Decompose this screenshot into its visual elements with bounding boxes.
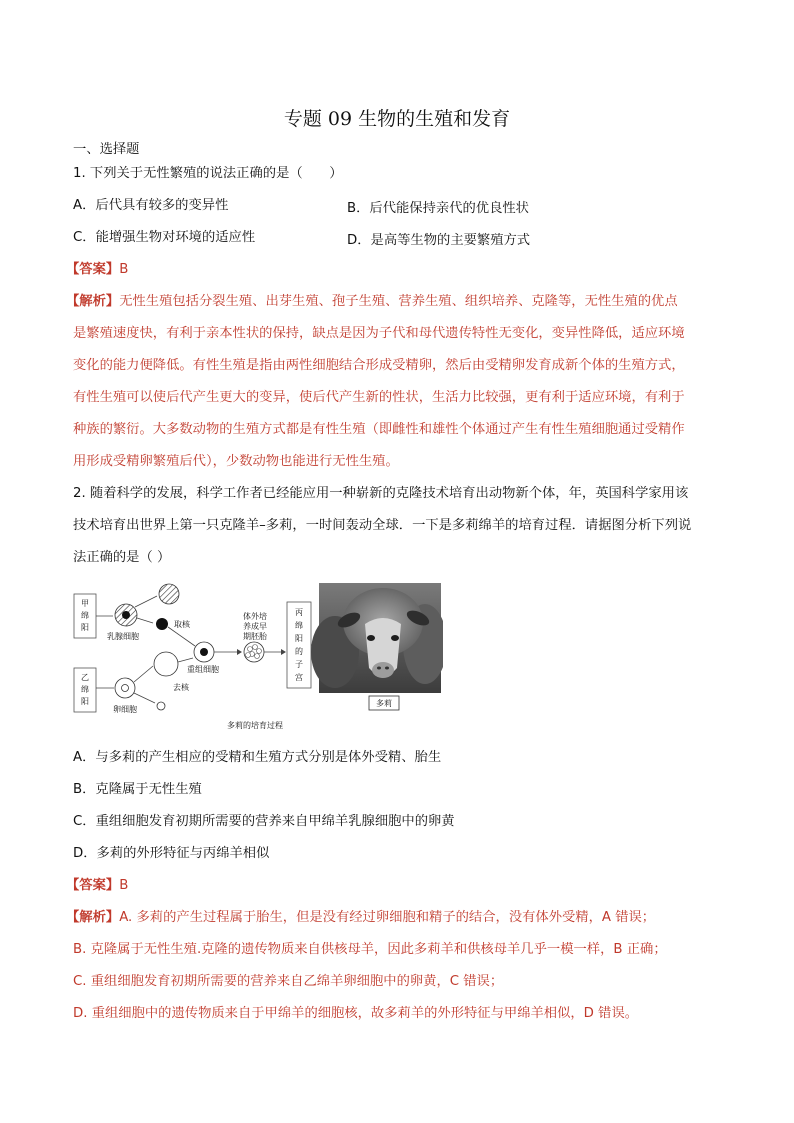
svg-text:绵: 绵 <box>81 685 89 694</box>
q1-stem: 1. 下列关于无性繁殖的说法正确的是（ ） <box>73 166 343 181</box>
answer-value: B <box>119 878 129 893</box>
uterus-label: 丙 <box>295 608 303 617</box>
q1-analysis-line: 【解析】无性生殖包括分裂生殖、出芽生殖、孢子生殖、营养生殖、组织培养、克隆等，无性生殖的优点 <box>66 294 678 309</box>
q2-stem-line: 2. 随着科学的发展，科学工作者已经能应用一种崭新的克隆技术培育出动物新个体，年，英国科学家用该 <box>73 486 689 501</box>
enucleated-egg-icon <box>154 652 178 676</box>
svg-text:绵: 绵 <box>81 611 89 620</box>
svg-text:的: 的 <box>295 647 303 656</box>
culture-label: 体外培 <box>243 612 267 621</box>
q1-analysis-line: 是繁殖速度快，有利于亲本性状的保持，缺点是因为子代和母代遗传特性无变化，变异性降低，适应环境 <box>73 326 685 341</box>
answer-tag: 【答案】 <box>66 262 120 277</box>
photo-label: 多莉 <box>376 699 392 708</box>
q2-analysis-line: C. 重组细胞发育初期所需要的营养来自乙绵羊卵细胞中的卵黄，C 错误； <box>73 974 504 989</box>
sheep-a-label: 甲 <box>81 599 89 608</box>
q2-stem-line: 技术培育出世界上第一只克隆羊–多莉，一时间轰动全球．一下是多莉绵羊的培育过程．请据图分析下列说 <box>73 518 692 533</box>
sheep-b-label: 乙 <box>81 673 89 682</box>
q1-analysis-line: 种族的繁衍。大多数动物的生殖方式都是有性生殖（即雌性和雄性个体通过产生有性生殖细胞通过受精作 <box>73 422 685 437</box>
reconstructed-cell-label: 重组细胞 <box>187 665 219 674</box>
svg-text:宫: 宫 <box>295 673 303 682</box>
remove-nucleus-label: 去核 <box>173 683 189 692</box>
svg-text:阳: 阳 <box>81 697 89 706</box>
svg-text:绵: 绵 <box>295 621 303 630</box>
q1-option-a: A．后代具有较多的变异性 <box>73 198 229 213</box>
section-heading: 一、选择题 <box>73 142 140 157</box>
page-title: 专题 09 生物的生殖和发育 <box>283 108 511 130</box>
q2-option-d: D．多莉的外形特征与丙绵羊相似 <box>73 846 270 861</box>
q1-option-c: C．能增强生物对环境的适应性 <box>73 230 256 245</box>
egg-cell-label: 卵细胞 <box>113 705 137 714</box>
svg-text:阳: 阳 <box>295 634 303 643</box>
analysis-tag: 【解析】 <box>66 294 120 309</box>
dolly-photo <box>311 583 443 693</box>
q2-analysis-line: B. 克隆属于无性生殖.克隆的遗传物质来自供核母羊，因此多莉羊和供核母羊几乎一模一样，B 正确； <box>73 942 667 957</box>
q1-answer <box>66 261 128 279</box>
q2-analysis-line: D. 重组细胞中的遗传物质来自于甲绵羊的细胞核，故多莉羊的外形特征与甲绵羊相似，D 错误。 <box>73 1006 639 1021</box>
cytoplasm-icon <box>159 584 179 604</box>
q2-option-a: A．与多莉的产生相应的受精和生殖方式分别是体外受精、胎生 <box>73 750 442 765</box>
q1-option-d: D．是高等生物的主要繁殖方式 <box>347 233 531 248</box>
nucleus-icon <box>122 611 130 619</box>
take-nucleus-label: 取核 <box>174 620 190 629</box>
analysis-tag: 【解析】 <box>66 910 120 925</box>
q2-analysis-line: 【解析】A. 多莉的产生过程属于胎生，但是没有经过卵细胞和精子的结合，没有体外受精，A 错误； <box>66 910 656 925</box>
svg-text:养成早: 养成早 <box>243 622 267 631</box>
q2-option-c: C．重组细胞发育初期所需要的营养来自甲绵羊乳腺细胞中的卵黄 <box>73 814 455 829</box>
q1-analysis-line: 用形成受精卵繁殖后代），少数动物也能进行无性生殖。 <box>73 454 399 469</box>
q2-answer <box>66 877 128 895</box>
extracted-nucleus-icon <box>156 618 168 630</box>
svg-text:阳: 阳 <box>81 623 89 632</box>
mammary-cell-label: 乳腺细胞 <box>107 632 139 641</box>
q1-analysis-line: 有性生殖可以使后代产生更大的变异，使后代产生新的性状，生活力比较强，更有利于适应环境，有利于 <box>73 390 685 405</box>
svg-text:子: 子 <box>295 660 303 669</box>
q1-option-b: B．后代能保持亲代的优良性状 <box>347 201 529 216</box>
q2-stem-line: 法正确的是（ ） <box>73 550 171 565</box>
svg-text:期胚胎: 期胚胎 <box>243 632 267 641</box>
answer-tag: 【答案】 <box>66 878 120 893</box>
answer-value: B <box>119 262 129 277</box>
removed-nucleus-icon <box>157 702 165 710</box>
q1-analysis-line: 变化的能力便降低。有性生殖是指由两性细胞结合形成受精卵，然后由受精卵发育成新个体的生殖方式， <box>73 358 685 373</box>
figure-caption: 多莉的培育过程 <box>227 721 283 730</box>
q2-option-b: B．克隆属于无性生殖 <box>73 782 202 797</box>
cloning-process-figure <box>73 582 443 732</box>
